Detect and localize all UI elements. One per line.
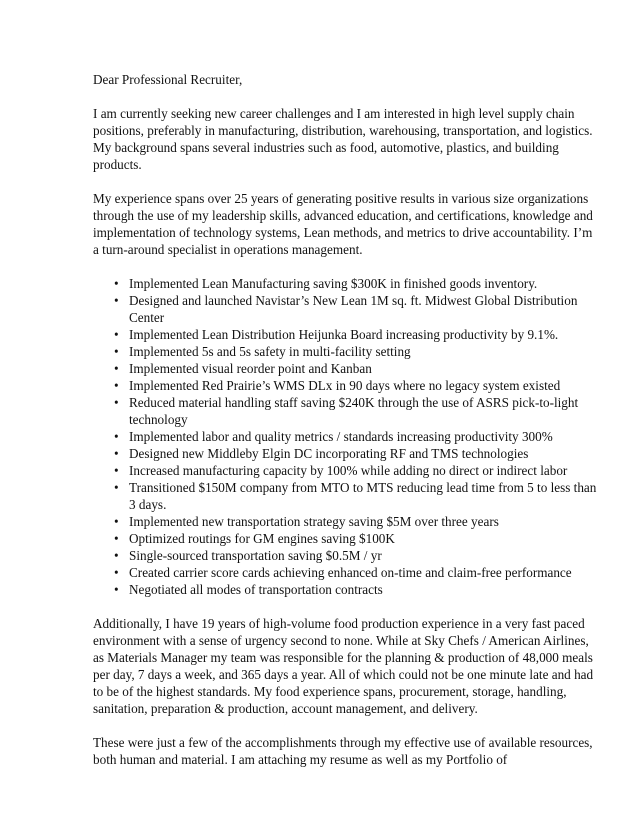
bullet-icon: •	[114, 327, 119, 342]
bullet-icon: •	[114, 582, 119, 597]
list-item	[93, 360, 598, 377]
list-item	[93, 275, 598, 292]
list-item	[93, 462, 598, 479]
list-item	[93, 343, 598, 360]
bullet-icon: •	[114, 276, 119, 291]
list-item	[93, 377, 598, 394]
list-item	[93, 581, 598, 598]
bullet-icon: •	[114, 378, 119, 393]
list-item	[93, 479, 598, 513]
list-item	[93, 564, 598, 581]
experience-paragraph: My experience spans over 25 years of generating positive results in various size organizations through the use of my leadership skills, advanced education, and certifications, knowledge and implementation of technology systems, Lean methods, and metrics to drive accountability. I’m a turn-around specialist in operations management.	[93, 191, 593, 257]
list-item-text: Designed and launched Navistar’s New Lean 1M sq. ft. Midwest Global Distribution Center	[129, 293, 578, 325]
closing-paragraph: These were just a few of the accomplishments through my effective use of available resources, both human and material. I am attaching my resume as well as my Portfolio of	[93, 735, 593, 767]
list-item-text: Negotiated all modes of transportation contracts	[129, 582, 383, 597]
bullet-icon: •	[114, 361, 119, 376]
bullet-icon: •	[114, 514, 119, 529]
list-item	[93, 326, 598, 343]
list-item	[93, 445, 598, 462]
list-item	[93, 428, 598, 445]
list-item-text: Single-sourced transportation saving $0.5M / yr	[129, 548, 382, 563]
accomplishments-list	[93, 275, 598, 598]
bullet-icon: •	[114, 463, 119, 478]
list-item-text: Implemented new transportation strategy saving $5M over three years	[129, 514, 499, 529]
list-item-text: Implemented 5s and 5s safety in multi-facility setting	[129, 344, 411, 359]
list-item-text: Implemented visual reorder point and Kanban	[129, 361, 372, 376]
bullet-icon: •	[114, 344, 119, 359]
list-item-text: Implemented Lean Manufacturing saving $300K in finished goods inventory.	[129, 276, 538, 291]
list-item-text: Implemented labor and quality metrics / standards increasing productivity 300%	[129, 429, 553, 444]
list-item	[93, 547, 598, 564]
food-experience-paragraph: Additionally, I have 19 years of high-volume food production experience in a very fast paced environment with a sense of urgency second to none. While at Sky Chefs / American Airlines, as Materials Manager my team was responsible for the planning & production of 48,000 meals per day, 7 days a week, and 365 days a year. All of which could not be one minute late and had to be of the highest standards. My food experience spans, procurement, storage, handling, sanitation, preparation & production, account management, and delivery.	[93, 616, 594, 716]
list-item-text: Transitioned $150M company from MTO to MTS reducing lead time from 5 to less than 3 days.	[129, 480, 597, 512]
salutation: Dear Professional Recruiter,	[93, 72, 243, 87]
bullet-icon: •	[114, 531, 119, 546]
list-item-text: Designed new Middleby Elgin DC incorporating RF and TMS technologies	[129, 446, 529, 461]
list-item-text: Optimized routings for GM engines saving $100K	[129, 531, 395, 546]
list-item-text: Implemented Lean Distribution Heijunka Board increasing productivity by 9.1%.	[129, 327, 559, 342]
list-item-text: Created carrier score cards achieving enhanced on-time and claim-free performance	[129, 565, 572, 580]
bullet-icon: •	[114, 395, 119, 410]
list-item-text: Reduced material handling staff saving $240K through the use of ASRS pick-to-light technology	[129, 395, 579, 427]
bullet-icon: •	[114, 565, 119, 580]
bullet-icon: •	[114, 429, 119, 444]
bullet-icon: •	[114, 480, 119, 495]
list-item-text: Increased manufacturing capacity by 100% while adding no direct or indirect labor	[129, 463, 568, 478]
intro-paragraph: I am currently seeking new career challenges and I am interested in high level supply chain positions, preferably in manufacturing, distribution, warehousing, transportation, and logistics. My background spans several industries such as food, automotive, plastics, and building products.	[93, 106, 593, 172]
list-item	[93, 530, 598, 547]
bullet-icon: •	[114, 548, 119, 563]
list-item	[93, 292, 598, 326]
list-item	[93, 513, 598, 530]
list-item-text: Implemented Red Prairie’s WMS DLx in 90 days where no legacy system existed	[129, 378, 561, 393]
bullet-icon: •	[114, 293, 119, 308]
bullet-icon: •	[114, 446, 119, 461]
list-item	[93, 394, 598, 428]
